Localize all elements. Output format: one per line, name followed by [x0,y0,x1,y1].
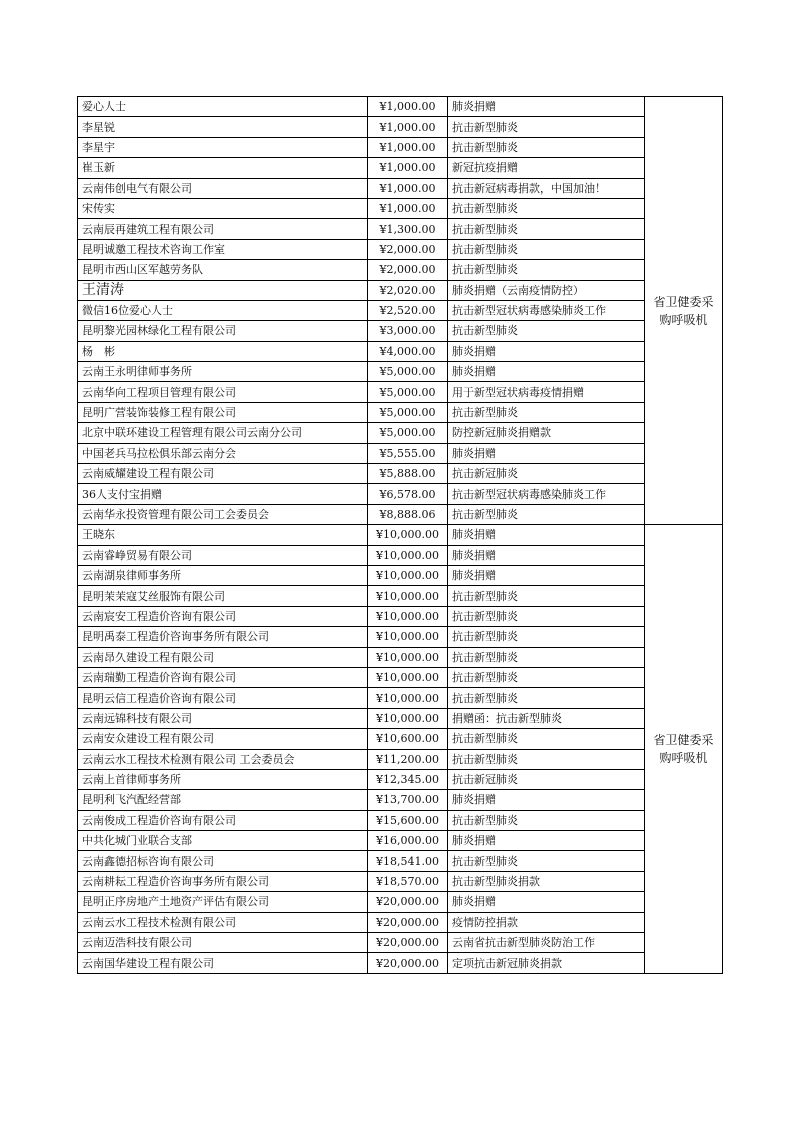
table-row [78,871,723,891]
donor-name: 云南耕耘工程造价咨询事务所有限公司 [78,871,368,891]
donor-name: 云南辰再建筑工程有限公司 [78,219,368,239]
donor-name: 昆明黎光园林绿化工程有限公司 [78,321,368,341]
table-row [78,341,723,361]
donation-purpose: 肺炎捐赠 [448,97,645,117]
donor-name: 昆明禹泰工程造价咨询事务所有限公司 [78,627,368,647]
donation-amount: ¥2,520.00 [368,300,448,320]
donor-name: 昆明茉茉寇艾丝服饰有限公司 [78,586,368,606]
donor-name: 云南华向工程项目管理有限公司 [78,382,368,402]
donor-name: 云南瑞勤工程造价咨询有限公司 [78,667,368,687]
donor-name: 昆明市西山区军越劳务队 [78,260,368,280]
donation-amount: ¥2,000.00 [368,260,448,280]
donation-amount: ¥20,000.00 [368,953,448,973]
donation-amount: ¥5,000.00 [368,423,448,443]
donor-name: 云南云水工程技术检测有限公司 工会委员会 [78,749,368,769]
donation-purpose: 抗击新型肺炎 [448,239,645,259]
donation-amount: ¥12,345.00 [368,769,448,789]
donor-name: 昆明广营装饰装修工程有限公司 [78,402,368,422]
donor-name: 云南安众建设工程有限公司 [78,729,368,749]
donation-amount: ¥5,000.00 [368,382,448,402]
donor-name: 云南威耀建设工程有限公司 [78,464,368,484]
donation-purpose: 捐赠函：抗击新型肺炎 [448,708,645,728]
donation-amount: ¥20,000.00 [368,912,448,932]
donor-name: 微信16位爱心人士 [78,300,368,320]
donation-amount: ¥5,000.00 [368,402,448,422]
donation-amount: ¥18,541.00 [368,851,448,871]
donation-purpose: 抗击新型肺炎 [448,586,645,606]
table-row [78,647,723,667]
donation-purpose: 肺炎捐赠 [448,831,645,851]
donor-name: 云南王永明律师事务所 [78,362,368,382]
donation-purpose: 抗击新型肺炎 [448,402,645,422]
donation-purpose: 肺炎捐赠 [448,892,645,912]
donation-amount: ¥3,000.00 [368,321,448,341]
donor-name: 李星锐 [78,117,368,137]
donor-name: 杨 彬 [78,341,368,361]
donation-amount: ¥1,000.00 [368,178,448,198]
donation-amount: ¥5,000.00 [368,362,448,382]
table-row [78,545,723,565]
table-row [78,606,723,626]
donation-purpose: 抗击新型肺炎 [448,810,645,830]
donor-name: 云南迈浩科技有限公司 [78,933,368,953]
donor-name: 王晓东 [78,525,368,545]
donation-amount: ¥5,888.00 [368,464,448,484]
table-row [78,953,723,973]
donation-purpose: 肺炎捐赠 [448,565,645,585]
donor-name: 昆明正序房地产土地资产评估有限公司 [78,892,368,912]
donation-purpose: 抗击新冠病毒捐款，中国加油！ [448,178,645,198]
donation-purpose: 肺炎捐赠 [448,443,645,463]
donor-name: 宋传实 [78,198,368,218]
table-row [78,321,723,341]
table-row [78,892,723,912]
donation-amount: ¥10,000.00 [368,545,448,565]
donor-name: 云南俊成工程造价咨询有限公司 [78,810,368,830]
donation-amount: ¥20,000.00 [368,933,448,953]
donation-purpose: 抗击新型肺炎 [448,606,645,626]
donation-purpose: 抗击新型肺炎捐款 [448,871,645,891]
donation-amount: ¥13,700.00 [368,790,448,810]
donation-amount: ¥4,000.00 [368,341,448,361]
donation-purpose: 疫情防控捐款 [448,912,645,932]
donation-amount: ¥10,000.00 [368,627,448,647]
table-row [78,362,723,382]
donation-purpose: 抗击新型肺炎 [448,627,645,647]
usage-note: 省卫健委采购呼吸机 [645,525,723,974]
donation-purpose: 云南省抗击新型肺炎防治工作 [448,933,645,953]
donation-amount: ¥10,000.00 [368,647,448,667]
donor-name: 云南华永投资管理有限公司工会委员会 [78,504,368,524]
table-row [78,464,723,484]
table-row [78,933,723,953]
donor-name: 崔玉新 [78,158,368,178]
donor-name: 云南鑫德招标咨询有限公司 [78,851,368,871]
donation-amount: ¥10,000.00 [368,565,448,585]
donor-name: 爱心人士 [78,97,368,117]
table-row [78,729,723,749]
table-row [78,158,723,178]
donation-amount: ¥5,555.00 [368,443,448,463]
table-row [78,667,723,687]
donation-amount: ¥10,600.00 [368,729,448,749]
donation-amount: ¥1,000.00 [368,117,448,137]
donation-purpose: 抗击新型肺炎 [448,198,645,218]
donation-amount: ¥10,000.00 [368,688,448,708]
table-row [78,443,723,463]
donation-amount: ¥15,600.00 [368,810,448,830]
donation-amount: ¥1,000.00 [368,158,448,178]
donation-purpose: 肺炎捐赠 [448,362,645,382]
donation-purpose: 抗击新型肺炎 [448,504,645,524]
donor-name: 中国老兵马拉松俱乐部云南分会 [78,443,368,463]
donation-purpose: 抗击新型肺炎 [448,321,645,341]
donation-document [77,96,722,974]
table-row [78,565,723,585]
usage-note: 省卫健委采购呼吸机 [645,97,723,525]
donation-purpose: 肺炎捐赠 [448,525,645,545]
donor-name: 云南云水工程技术检测有限公司 [78,912,368,932]
table-row [78,484,723,504]
table-row [78,851,723,871]
donation-purpose: 抗击新型肺炎 [448,219,645,239]
donation-purpose: 抗击新型肺炎 [448,729,645,749]
donation-amount: ¥11,200.00 [368,749,448,769]
donor-name: 昆明云信工程造价咨询有限公司 [78,688,368,708]
table-row [78,97,723,117]
table-row [78,525,723,545]
donation-amount: ¥6,578.00 [368,484,448,504]
donation-purpose: 抗击新型肺炎 [448,851,645,871]
table-row [78,810,723,830]
table-row [78,749,723,769]
donation-purpose: 抗击新型肺炎 [448,688,645,708]
table-row [78,708,723,728]
donation-purpose: 抗击新型肺炎 [448,667,645,687]
table-row [78,382,723,402]
donor-name: 王清涛 [78,280,368,300]
donation-purpose: 用于新型冠状病毒疫情捐赠 [448,382,645,402]
donation-amount: ¥1,000.00 [368,97,448,117]
donation-amount: ¥10,000.00 [368,586,448,606]
donation-purpose: 抗击新型冠状病毒感染肺炎工作 [448,300,645,320]
table-row [78,402,723,422]
donation-purpose: 抗击新冠肺炎 [448,769,645,789]
donation-amount: ¥10,000.00 [368,525,448,545]
table-row [78,504,723,524]
donation-amount: ¥18,570.00 [368,871,448,891]
donation-amount: ¥10,000.00 [368,667,448,687]
donation-amount: ¥2,020.00 [368,280,448,300]
donation-amount: ¥2,000.00 [368,239,448,259]
table-row [78,260,723,280]
table-row [78,239,723,259]
donation-amount: ¥20,000.00 [368,892,448,912]
donor-name: 昆明诚邀工程技术咨询工作室 [78,239,368,259]
donation-amount: ¥1,000.00 [368,198,448,218]
donation-purpose: 肺炎捐赠 [448,790,645,810]
donation-purpose: 新冠抗疫捐赠 [448,158,645,178]
donor-name: 云南上首律师事务所 [78,769,368,789]
table-row [78,790,723,810]
donation-purpose: 抗击新型肺炎 [448,749,645,769]
table-row [78,831,723,851]
table-row [78,198,723,218]
donation-purpose: 抗击新型肺炎 [448,647,645,667]
donor-name: 云南远锦科技有限公司 [78,708,368,728]
donation-purpose: 抗击新型冠状病毒感染肺炎工作 [448,484,645,504]
donation-purpose: 防控新冠肺炎捐赠款 [448,423,645,443]
donation-amount: ¥10,000.00 [368,708,448,728]
donor-name: 云南昂久建设工程有限公司 [78,647,368,667]
donation-purpose: 肺炎捐赠（云南疫情防控） [448,280,645,300]
donation-purpose: 定项抗击新冠肺炎捐款 [448,953,645,973]
donation-purpose: 抗击新型肺炎 [448,260,645,280]
donation-amount: ¥10,000.00 [368,606,448,626]
donor-name: 昆明利飞汽配经营部 [78,790,368,810]
donor-name: 云南伟创电气有限公司 [78,178,368,198]
donation-table [77,96,723,974]
donation-purpose: 肺炎捐赠 [448,341,645,361]
table-row [78,300,723,320]
table-row [78,769,723,789]
table-row [78,912,723,932]
table-row [78,627,723,647]
table-row [78,280,723,300]
table-row [78,117,723,137]
donor-name: 李星宇 [78,137,368,157]
donation-amount: ¥1,300.00 [368,219,448,239]
donation-purpose: 抗击新型肺炎 [448,117,645,137]
table-row [78,219,723,239]
donor-name: 36人支付宝捐赠 [78,484,368,504]
donor-name: 云南宸安工程造价咨询有限公司 [78,606,368,626]
table-row [78,688,723,708]
table-row [78,178,723,198]
table-row [78,423,723,443]
donation-amount: ¥16,000.00 [368,831,448,851]
donation-purpose: 抗击新型肺炎 [448,137,645,157]
donation-purpose: 抗击新冠肺炎 [448,464,645,484]
donor-name: 云南睿峥贸易有限公司 [78,545,368,565]
donation-amount: ¥8,888.06 [368,504,448,524]
donor-name: 云南国华建设工程有限公司 [78,953,368,973]
table-row [78,586,723,606]
table-row [78,137,723,157]
donor-name: 云南湖泉律师事务所 [78,565,368,585]
donation-amount: ¥1,000.00 [368,137,448,157]
donor-name: 北京中联环建设工程管理有限公司云南分公司 [78,423,368,443]
donor-name: 中共化城门业联合支部 [78,831,368,851]
donation-purpose: 肺炎捐赠 [448,545,645,565]
